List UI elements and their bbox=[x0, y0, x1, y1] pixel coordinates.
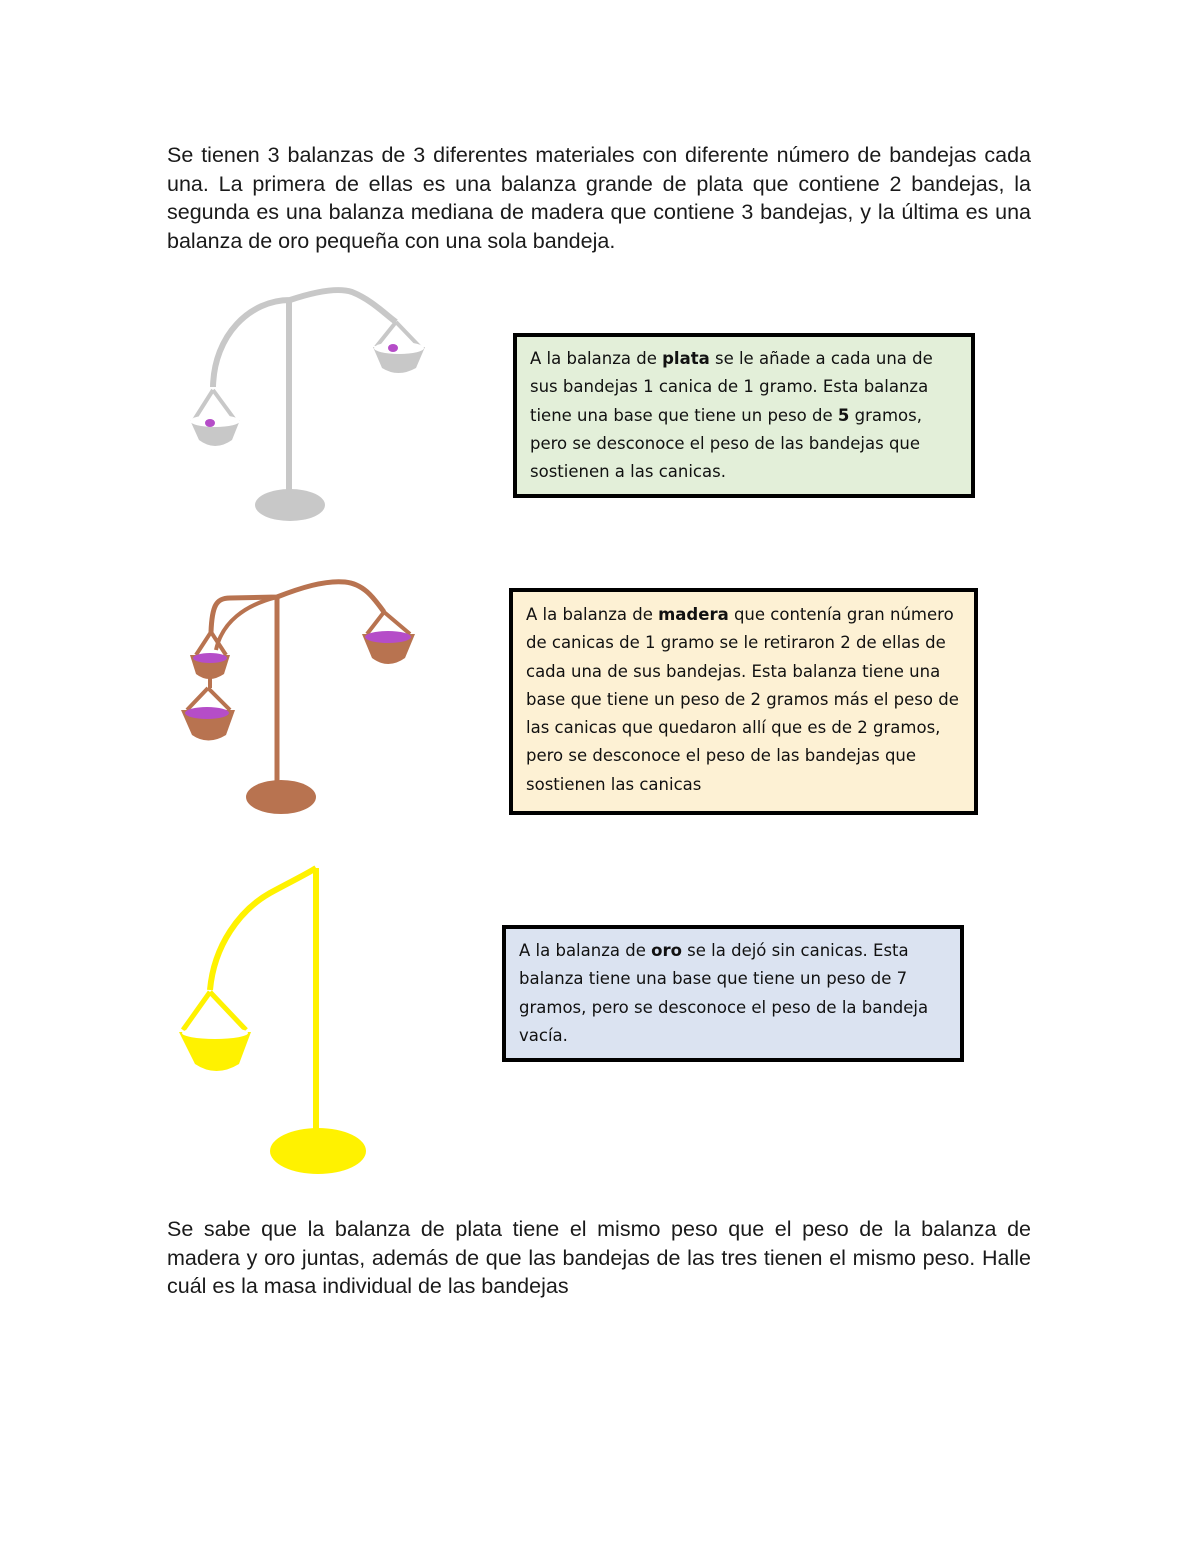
wooden-scale-base bbox=[246, 780, 316, 814]
wooden-scale bbox=[181, 582, 415, 814]
gold-scale bbox=[179, 868, 366, 1174]
silver-scale bbox=[190, 290, 425, 521]
gold-scale-description: A la balanza de oro se la dejó sin canicas. Esta balanza tiene una base que tiene un peso de 7 gramos, pero se desconoce el peso de la bandeja vacía. bbox=[502, 925, 964, 1062]
silver-tray-right bbox=[373, 322, 425, 373]
marble bbox=[388, 344, 398, 352]
wooden-tray-top-left bbox=[190, 632, 230, 679]
silver-scale-description: A la balanza de plata se le añade a cada una de sus bandejas 1 canica de 1 gramo. Esta balanza tiene una base que tiene un peso de 5 gramos, pero se desconoce el peso de las bandejas que sostienen a las canicas. bbox=[513, 333, 975, 498]
wooden-scale-arm-lower bbox=[216, 597, 277, 650]
wooden-scale-description: A la balanza de madera que contenía gran número de canicas de 1 gramo se le retiraron 2 de ellas de cada una de sus bandejas. Esta balanza tiene una base que tiene un peso de 2 gramos más el peso de las canicas que quedaron allí que es de 2 gramos, pero se desconoce el peso de las bandejas que sostienen las canicas bbox=[509, 588, 978, 815]
wooden-tray-right bbox=[362, 612, 415, 664]
silver-tray-left bbox=[190, 390, 240, 446]
closing-paragraph: Se sabe que la balanza de plata tiene el mismo peso que el peso de la balanza de madera y oro juntas, además de que las bandejas de las tres tienen el mismo peso. Halle cuál es la masa individual de las bandejas bbox=[167, 1217, 1031, 1298]
silver-scale-arm bbox=[213, 290, 396, 387]
wooden-scale-arm bbox=[211, 582, 384, 632]
gold-tray bbox=[179, 992, 251, 1071]
intro-paragraph: Se tienen 3 balanzas de 3 diferentes materiales con diferente número de bandejas cada una. La primera de ellas es una balanza grande de plata que contiene 2 bandejas, la segunda es una balanza mediana de madera que contiene 3 bandejas, y la última es una balanza de oro pequeña con una sola bandeja. bbox=[167, 143, 1031, 253]
gold-scale-arm bbox=[210, 868, 316, 990]
wooden-tray-bottom-left bbox=[181, 688, 235, 741]
marble bbox=[205, 419, 215, 427]
